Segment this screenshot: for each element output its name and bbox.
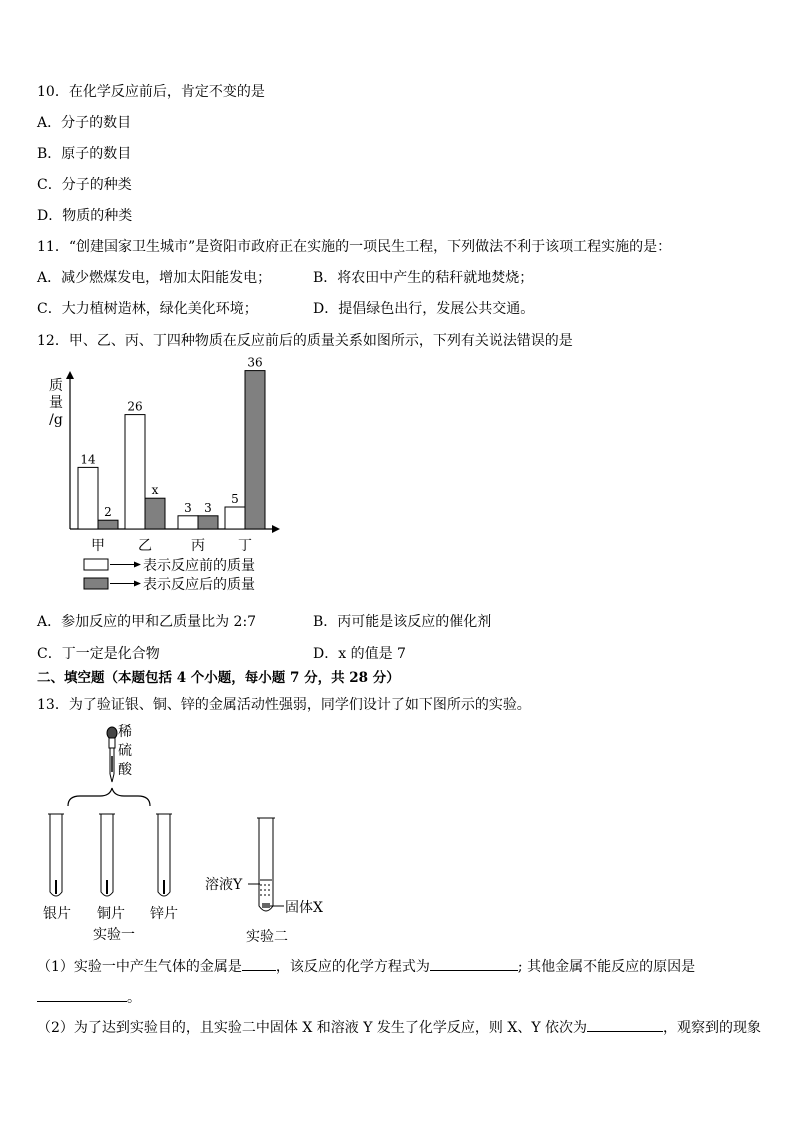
bar-value-label: 5 bbox=[231, 492, 239, 506]
legend-label: 表示反应后的质量 bbox=[143, 577, 255, 593]
bar bbox=[198, 516, 218, 529]
q10-option-a: A．分子的数目 bbox=[37, 115, 132, 131]
tube-label-silver: 银片 bbox=[43, 906, 71, 922]
q12-option-d: D．x 的值是 7 bbox=[313, 646, 406, 662]
answer-blank-metal[interactable] bbox=[242, 956, 276, 971]
experiment-1-label: 实验一 bbox=[93, 927, 135, 943]
bar-value-label: 36 bbox=[247, 355, 263, 370]
solution-y-label: 溶液Y bbox=[205, 877, 243, 893]
q11-option-a: A．减少燃煤发电，增加太阳能发电； bbox=[37, 270, 272, 286]
bar-value-label: 3 bbox=[184, 500, 192, 515]
q13-part1-text-c: ; 其他金属不能反应的原因是 bbox=[517, 959, 696, 975]
legend-swatch bbox=[84, 578, 108, 589]
reagent-char-3: 酸 bbox=[118, 762, 132, 778]
chart-legend bbox=[84, 557, 255, 593]
chart-bars bbox=[78, 356, 265, 529]
bar-value-label: 14 bbox=[80, 452, 96, 467]
bar bbox=[225, 507, 245, 529]
y-axis-label-part: /g bbox=[49, 412, 63, 428]
q13-part2-text-a: （2）为了达到实验目的，且实验二中固体 X 和溶液 Y 发生了化学反应，则 X、Y 依次为 bbox=[37, 1020, 588, 1036]
q10-stem: 10．在化学反应前后，肯定不变的是 bbox=[37, 84, 265, 100]
experiment-figure bbox=[30, 722, 350, 950]
bar-value-label: x bbox=[151, 483, 159, 498]
q10-option-c: C．分子的种类 bbox=[37, 177, 132, 193]
q13-part1-line2 bbox=[37, 987, 141, 1008]
brace bbox=[68, 788, 150, 806]
bar bbox=[245, 371, 265, 529]
q11-stem: 11．“创建国家卫生城市”是资阳市政府正在实施的一项民生工程，下列做法不利于该项工程实施的是： bbox=[37, 239, 672, 255]
y-axis-label-part: 质 bbox=[49, 378, 63, 394]
bar-value-label: 2 bbox=[104, 505, 112, 520]
test-tube-experiment-2-icon bbox=[248, 818, 284, 911]
answer-blank-equation[interactable] bbox=[430, 956, 518, 971]
experiment-2-label: 实验二 bbox=[246, 929, 288, 945]
dropper-icon bbox=[107, 727, 117, 782]
q11-option-b: B．将农田中产生的秸秆就地焚烧； bbox=[313, 270, 534, 286]
legend-swatch bbox=[84, 559, 108, 570]
bar-value-label: 3 bbox=[204, 500, 212, 515]
x-axis-arrow bbox=[272, 525, 280, 533]
tube-label-zinc: 锌片 bbox=[150, 906, 178, 922]
bar bbox=[178, 516, 198, 529]
test-tube-zinc-icon bbox=[156, 814, 172, 896]
x-tick-label: 丙 bbox=[191, 538, 205, 554]
section-title: 二、填空题（本题包括 4 个小题，每小题 7 分，共 28 分） bbox=[37, 670, 400, 686]
reagent-char-2: 硫 bbox=[118, 743, 132, 759]
q12-stem: 12．甲、乙、丙、丁四种物质在反应前后的质量关系如图所示，下列有关说法错误的是 bbox=[37, 333, 573, 349]
q10-option-d: D．物质的种类 bbox=[37, 208, 133, 224]
answer-blank-xy[interactable] bbox=[587, 1017, 663, 1032]
bar bbox=[78, 467, 98, 529]
x-tick-label: 甲 bbox=[91, 538, 105, 554]
legend-label: 表示反应前的质量 bbox=[143, 558, 255, 574]
bar-value-label: 26 bbox=[127, 399, 143, 414]
q13-part1-line1 bbox=[37, 956, 695, 977]
q13-part1-text-b: ，该反应的化学方程式为 bbox=[275, 959, 430, 975]
q11-option-c: C．大力植树造林，绿化美化环境； bbox=[37, 301, 258, 317]
q12-option-c: C．丁一定是化合物 bbox=[37, 646, 160, 662]
tube-label-copper: 铜片 bbox=[97, 906, 125, 922]
y-axis-label-part: 量 bbox=[49, 395, 63, 411]
bar bbox=[145, 498, 165, 529]
answer-blank-reason[interactable] bbox=[37, 987, 127, 1002]
y-axis-label bbox=[49, 378, 63, 428]
q12-option-a: A．参加反应的甲和乙质量比为 2:7 bbox=[37, 614, 257, 630]
test-tube-copper-icon bbox=[99, 814, 115, 896]
solid-x-label: 固体X bbox=[285, 900, 323, 916]
q12-option-b: B．丙可能是该反应的催化剂 bbox=[313, 614, 492, 630]
x-tick-label: 丁 bbox=[238, 538, 252, 554]
reagent-char-1: 稀 bbox=[118, 724, 132, 740]
mass-bar-chart bbox=[40, 355, 300, 605]
test-tube-silver-icon bbox=[48, 814, 64, 896]
bar bbox=[125, 415, 145, 529]
legend-arrowhead bbox=[134, 581, 141, 587]
q11-option-d: D．提倡绿色出行，发展公共交通。 bbox=[313, 301, 535, 317]
q13-part2-text-b: ，观察到的现象 bbox=[663, 1020, 762, 1036]
q13-part1-text-a: （1）实验一中产生气体的金属是 bbox=[37, 959, 242, 975]
y-axis-arrow bbox=[66, 371, 74, 379]
bar bbox=[98, 520, 118, 529]
q13-part2-line bbox=[37, 1017, 761, 1038]
q10-option-b: B．原子的数目 bbox=[37, 146, 132, 162]
q13-stem: 13．为了验证银、铜、锌的金属活动性强弱，同学们设计了如下图所示的实验。 bbox=[37, 697, 531, 713]
x-tick-label: 乙 bbox=[138, 538, 152, 554]
q13-part1-text-d: 。 bbox=[127, 990, 141, 1006]
legend-arrowhead bbox=[134, 562, 141, 568]
